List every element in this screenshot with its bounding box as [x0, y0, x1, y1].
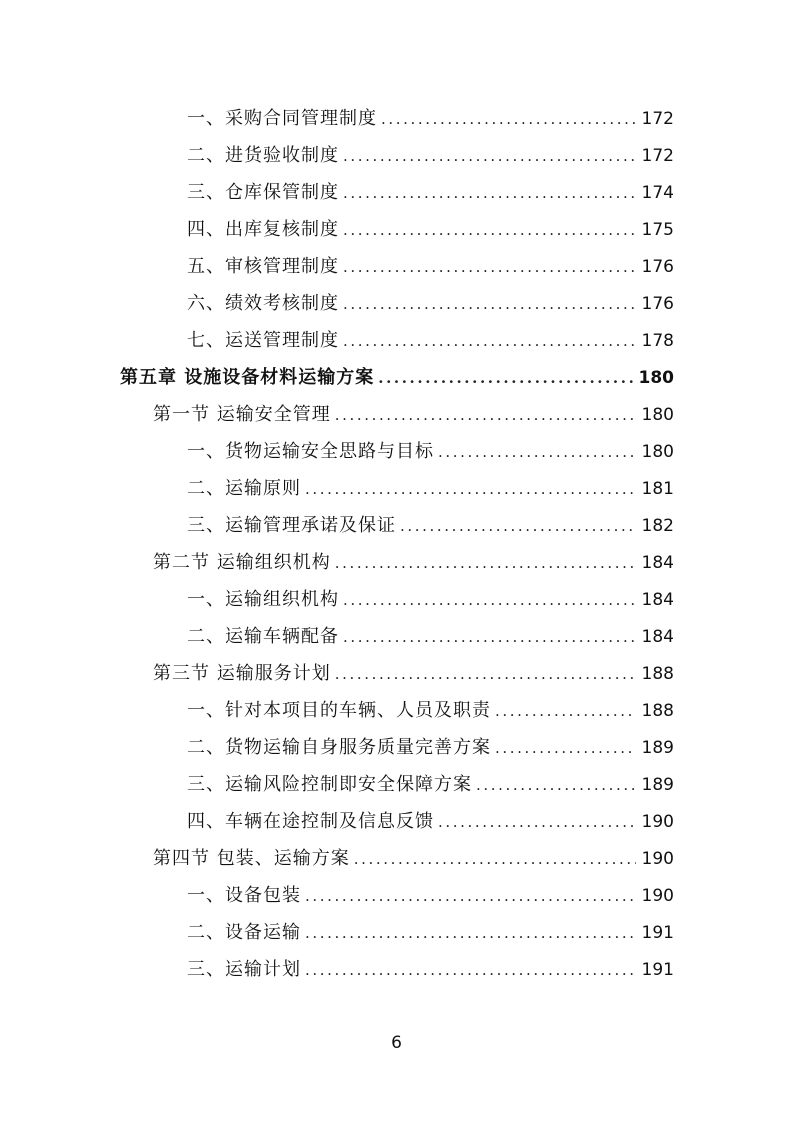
toc-entry[interactable]: [187, 470, 674, 507]
dot-leader: [381, 101, 636, 138]
dot-leader: [335, 397, 636, 434]
toc-entry-title: 二、运输原则: [187, 478, 301, 499]
toc-entry-page: 182: [641, 516, 674, 536]
toc-entry[interactable]: [187, 248, 674, 285]
dot-leader: [354, 841, 636, 878]
toc-entry-page: 176: [641, 257, 674, 277]
dot-leader: [305, 878, 636, 915]
dot-leader: [495, 693, 636, 730]
toc-entry-page: 184: [641, 590, 674, 610]
toc-entry-title: 五、审核管理制度: [187, 256, 339, 277]
toc-entry-title: 二、货物运输自身服务质量完善方案: [187, 737, 491, 758]
dot-leader: [343, 138, 636, 175]
toc-entry[interactable]: [187, 581, 674, 618]
page-number: 6: [391, 1033, 402, 1053]
toc-entry-title: 四、出库复核制度: [187, 219, 339, 240]
toc-entry-title: 一、运输组织机构: [187, 589, 339, 610]
toc-entry-page: 188: [641, 664, 674, 684]
toc-entry[interactable]: [187, 877, 674, 914]
toc-entry-page: 175: [641, 220, 674, 240]
dot-leader: [343, 212, 636, 249]
toc-entry-page: 191: [641, 960, 674, 980]
toc-entry-title: 六、绩效考核制度: [187, 293, 339, 314]
toc-entry-title: 第一节 运输安全管理: [153, 404, 331, 425]
toc-entry-page: 172: [641, 109, 674, 129]
dot-leader: [305, 471, 636, 508]
dot-leader: [438, 804, 636, 841]
toc-entry-title: 一、针对本项目的车辆、人员及职责: [187, 700, 491, 721]
toc-entry-page: 180: [641, 442, 674, 462]
toc-entry-page: 190: [641, 849, 674, 869]
toc-entry-title: 第三节 运输服务计划: [153, 663, 331, 684]
toc-entry[interactable]: [187, 211, 674, 248]
dot-leader: [495, 730, 636, 767]
toc-entry-title: 七、运送管理制度: [187, 330, 339, 351]
toc-entry[interactable]: [187, 433, 674, 470]
toc-entry[interactable]: [187, 766, 674, 803]
toc-entry[interactable]: [187, 914, 674, 951]
toc-entry-page: 189: [641, 738, 674, 758]
toc-entry-title: 二、运输车辆配备: [187, 626, 339, 647]
toc-entry-title: 一、货物运输安全思路与目标: [187, 441, 434, 462]
toc-entry-title: 一、采购合同管理制度: [187, 108, 377, 129]
toc-entry-title: 一、设备包装: [187, 885, 301, 906]
toc-entry-page: 172: [641, 146, 674, 166]
toc-entry-page: 181: [641, 479, 674, 499]
toc-entry[interactable]: [187, 137, 674, 174]
dot-leader: [343, 249, 636, 286]
dot-leader: [305, 952, 636, 989]
toc-section-entry[interactable]: [153, 544, 674, 581]
dot-leader: [438, 434, 636, 471]
dot-leader: [305, 915, 636, 952]
toc-entry-title: 二、设备运输: [187, 922, 301, 943]
dot-leader: [343, 323, 636, 360]
toc-entry[interactable]: [187, 618, 674, 655]
toc-entry-page: 180: [638, 368, 674, 388]
toc-entry-page: 184: [641, 553, 674, 573]
dot-leader: [343, 175, 636, 212]
toc-entry-page: 190: [641, 886, 674, 906]
toc-entry-title: 三、运输管理承诺及保证: [187, 515, 396, 536]
toc-entry-title: 第五章 设施设备材料运输方案: [120, 367, 375, 388]
toc-section-entry[interactable]: [153, 840, 674, 877]
dot-leader: [335, 656, 636, 693]
toc-entry-title: 第二节 运输组织机构: [153, 552, 331, 573]
toc-entry-title: 三、运输计划: [187, 959, 301, 980]
toc-entry-page: 191: [641, 923, 674, 943]
toc-entry-title: 四、车辆在途控制及信息反馈: [187, 811, 434, 832]
toc-entry-page: 189: [641, 775, 674, 795]
toc-entry[interactable]: [187, 100, 674, 137]
toc-chapter-entry[interactable]: [120, 359, 674, 396]
dot-leader: [343, 619, 636, 656]
toc-section-entry[interactable]: [153, 655, 674, 692]
dot-leader: [476, 767, 636, 804]
toc-entry-page: 176: [641, 294, 674, 314]
toc-section-entry[interactable]: [153, 396, 674, 433]
toc-entry-title: 二、进货验收制度: [187, 145, 339, 166]
toc-entry[interactable]: [187, 692, 674, 729]
toc-entry-page: 188: [641, 701, 674, 721]
toc-entry-page: 180: [641, 405, 674, 425]
toc-entry[interactable]: [187, 322, 674, 359]
dot-leader: [343, 286, 636, 323]
dot-leader: [378, 360, 632, 397]
dot-leader: [400, 508, 636, 545]
toc-entry-page: 184: [641, 627, 674, 647]
toc-entry-page: 190: [641, 812, 674, 832]
dot-leader: [343, 582, 636, 619]
toc-entry-title: 三、运输风险控制即安全保障方案: [187, 774, 472, 795]
toc-entry[interactable]: [187, 174, 674, 211]
toc-entry-title: 第四节 包装、运输方案: [153, 848, 350, 869]
toc-entry[interactable]: [187, 729, 674, 766]
toc-entry-page: 178: [641, 331, 674, 351]
toc-entry[interactable]: [187, 285, 674, 322]
toc-entry[interactable]: [187, 951, 674, 988]
toc-entry-page: 174: [641, 183, 674, 203]
toc-entry-title: 三、仓库保管制度: [187, 182, 339, 203]
toc-entry[interactable]: [187, 803, 674, 840]
dot-leader: [335, 545, 636, 582]
toc-entry[interactable]: [187, 507, 674, 544]
